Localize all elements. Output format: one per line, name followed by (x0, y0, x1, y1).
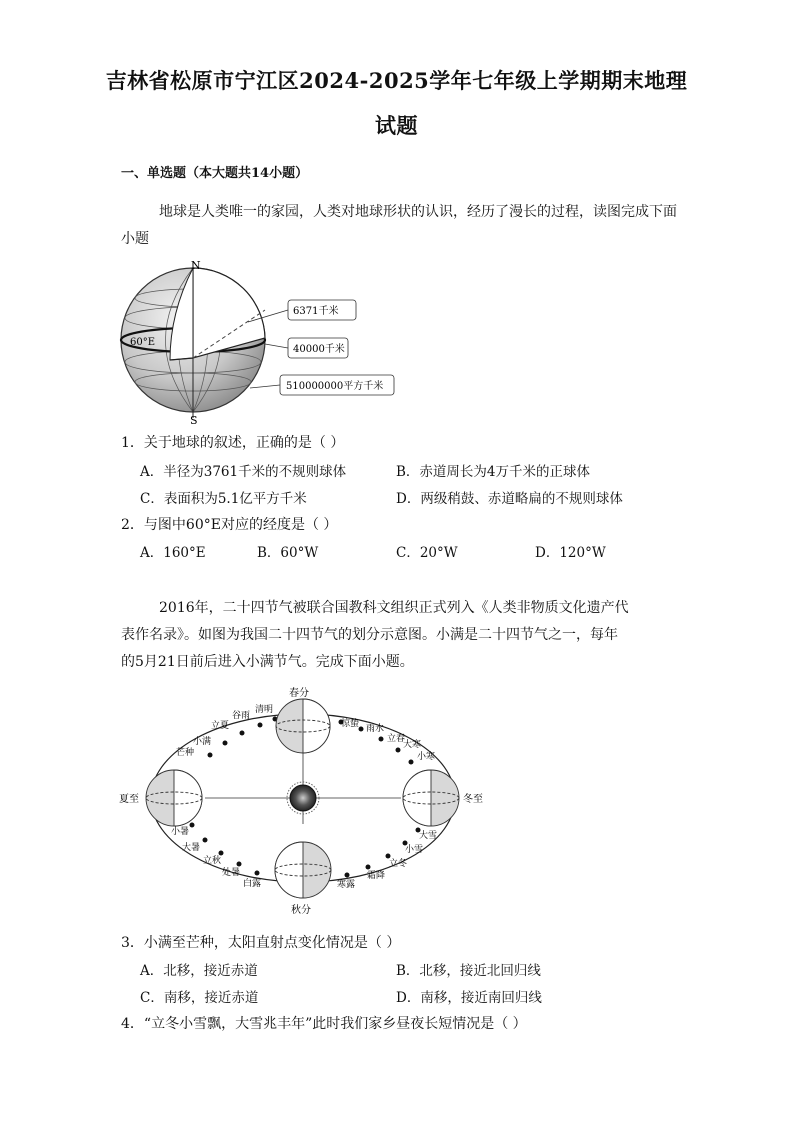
term-label: 霜降 (367, 871, 386, 881)
term-label: 惊蛰 (341, 719, 360, 729)
section-heading: 一、单选题（本大题共14小题） (121, 166, 309, 181)
north-label: N (191, 259, 201, 272)
q2-stem: 2．与图中60°E对应的经度是（ ） (121, 517, 338, 533)
q1-stem: 1．关于地球的叙述，正确的是（ ） (121, 435, 345, 451)
term-label: 处暑 (222, 868, 241, 878)
q4-stem: 4．“立冬小雪飘，大雪兆丰年”此时我们家乡昼夜长短情况是（ ） (121, 1016, 527, 1032)
q2-option-d[interactable]: D．120°W (535, 545, 606, 561)
q2-option-a[interactable]: A．160°E (140, 545, 206, 561)
summer-solstice-label: 夏至 (119, 794, 139, 805)
term-label: 清明 (255, 705, 274, 715)
term-label: 小雪 (405, 845, 424, 855)
term-label: 小寒 (417, 752, 436, 762)
term-label: 寒露 (337, 880, 356, 890)
intro-paragraph-2-line2: 表作名录》。如图为我国二十四节气的划分示意图。小满是二十四节气之一，每年 (121, 627, 618, 643)
spring-equinox-label: 春分 (289, 688, 309, 699)
term-label: 小暑 (171, 827, 190, 837)
q3-option-d[interactable]: D．南移，接近南回归线 (396, 990, 542, 1006)
q2-option-c[interactable]: C．20°W (396, 545, 458, 561)
q3-option-c[interactable]: C．南移，接近赤道 (140, 990, 259, 1006)
term-label: 立夏 (211, 721, 230, 731)
q3-option-b[interactable]: B．北移，接近北回归线 (396, 963, 541, 979)
q1-option-c[interactable]: C．表面积为5.1亿平方千米 (140, 491, 307, 507)
intro-paragraph-2-line1: 2016年，二十四节气被联合国教科文组织正式列入《人类非物质文化遗产代 (159, 600, 629, 616)
paper-title-line1: 吉林省松原市宁江区2024-2025学年七年级上学期期末地理 (105, 68, 688, 93)
term-label: 小满 (193, 737, 212, 747)
solar-terms-figure (115, 684, 495, 916)
term-label: 大暑 (182, 843, 201, 853)
q2-option-b[interactable]: B．60°W (257, 545, 319, 561)
term-label: 雨水 (366, 724, 385, 734)
term-label: 立秋 (203, 856, 222, 866)
term-label: 大雪 (419, 831, 438, 841)
winter-solstice-label: 冬至 (463, 794, 483, 805)
q1-option-d[interactable]: D．两级稍鼓、赤道略扁的不规则球体 (396, 491, 623, 507)
term-label: 立冬 (389, 859, 408, 869)
term-label: 大寒 (403, 740, 422, 750)
autumn-equinox-label: 秋分 (291, 905, 311, 916)
term-label: 芒种 (176, 748, 195, 758)
q1-option-b[interactable]: B．赤道周长为4万千米的正球体 (396, 464, 591, 480)
term-label: 白露 (243, 879, 262, 889)
intro-paragraph-1: 地球是人类唯一的家园，人类对地球形状的认识，经历了漫长的过程，读图完成下面小题 (121, 204, 677, 247)
area-label: 510000000平方千米 (286, 381, 384, 392)
term-label: 谷雨 (232, 711, 251, 721)
q3-option-a[interactable]: A．北移，接近赤道 (140, 963, 258, 979)
paper-title-line2: 试题 (375, 113, 418, 138)
circumference-label: 40000千米 (293, 344, 345, 355)
q1-option-a[interactable]: A．半径为3761千米的不规则球体 (140, 464, 347, 480)
south-label: S (190, 414, 198, 426)
radius-label: 6371千米 (293, 306, 339, 317)
earth-globe-figure (118, 258, 403, 426)
meridian-label: 60°E (130, 337, 156, 348)
intro-paragraph-2-line3: 的5月21日前后进入小满节气。完成下面小题。 (121, 654, 414, 670)
q3-stem: 3．小满至芒种，太阳直射点变化情况是（ ） (121, 935, 401, 951)
term-label: 立春 (387, 734, 406, 744)
